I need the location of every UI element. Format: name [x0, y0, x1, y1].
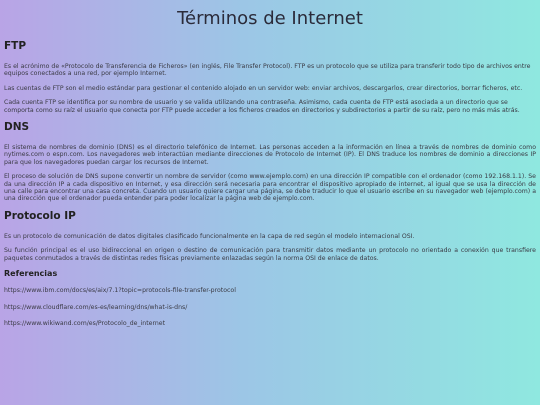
- reference-link-ibm[interactable]: https://www.ibm.com/docs/es/aix/7.1?topic=protocols-file-transfer-protocol: [4, 287, 236, 295]
- ip-paragraph-2: Su función principal es el uso bidireccional en origen o destino de comunicación para transmitir datos mediante un protocolo no orientado a conexión que transfiere paquetes conmutados a través de distintas redes físicas previamente enlazadas según la norma OSI de enlace de datos.: [4, 247, 536, 262]
- document-page: [4, 8, 536, 336]
- ftp-paragraph-2: Las cuentas de FTP son el medio estándar para gestionar el contenido alojado en un servidor web: enviar archivos, descargarlos, crear directorios, borrar ficheros, etc.: [4, 84, 523, 92]
- dns-paragraph-2: El proceso de solución de DNS supone convertir un nombre de servidor (como www.ejemplo.com) en una dirección IP compatible con el ordenador (como 192.168.1.1). Se da una dirección IP a cada dispositivo en Internet, y esa dirección será necesaria para encontrar el dispositivo apropiado de internet, al igual que se usa la dirección de una calle para encontrar una casa concreta. Cuando un usuario quiere cargar una página, se debe traducir lo que el usuario escribe en su navegador web (ejemplo.com) a una dirección que el ordenador pueda entender para poder localizar la página web de ejemplo.com.: [4, 173, 536, 203]
- references-heading: Referencias: [4, 269, 58, 279]
- reference-link-cloudflare[interactable]: https://www.cloudflare.com/es-es/learning/dns/what-is-dns/: [4, 303, 188, 311]
- dns-paragraph-1: El sistema de nombres de dominio (DNS) es el directorio telefónico de Internet. Las personas acceden a la información en línea a través de nombres de dominio como nytimes.com o espn.com. Los navegadores web interactúan mediante direcciones de Protocolo de Internet (IP). El DNS traduce los nombres de dominio a direcciones IP para que los navegadores puedan cargar los recursos de Internet.: [4, 144, 536, 166]
- ftp-paragraph-1: Es el acrónimo de «Protocolo de Transferencia de Ficheros» (en inglés, File Transfer Protocol). FTP es un protocolo que se utiliza para transferir todo tipo de archivos entre equipos conectados a una red, por ejemplo Internet.: [4, 63, 531, 78]
- section-heading-protocolo-ip: Protocolo IP: [4, 209, 76, 222]
- ftp-paragraph-3: Cada cuenta FTP se identifica por su nombre de usuario y se valida utilizando una contraseña. Asimismo, cada cuenta de FTP está asociada a un directorio que se comporta como su raíz el usuario que conecta por FTP puede acceder a los ficheros creados en directorios y subdirectorios a partir de su raíz, pero no más más atrás.: [4, 99, 520, 114]
- section-ftp: [4, 40, 536, 114]
- reference-link-wikiwand[interactable]: https://www.wikiwand.com/es/Protocolo_de_internet: [4, 319, 166, 327]
- section-dns: [4, 121, 536, 203]
- ip-paragraph-1: Es un protocolo de comunicación de datos digitales clasificado funcionalmente en la capa de red según el modelo internacional OSI.: [4, 232, 415, 240]
- section-heading-dns: DNS: [4, 121, 30, 134]
- page-title: Términos de Internet: [177, 8, 363, 29]
- section-heading-ftp: FTP: [4, 40, 27, 52]
- section-protocolo-ip: [4, 210, 536, 262]
- section-references: [4, 269, 536, 327]
